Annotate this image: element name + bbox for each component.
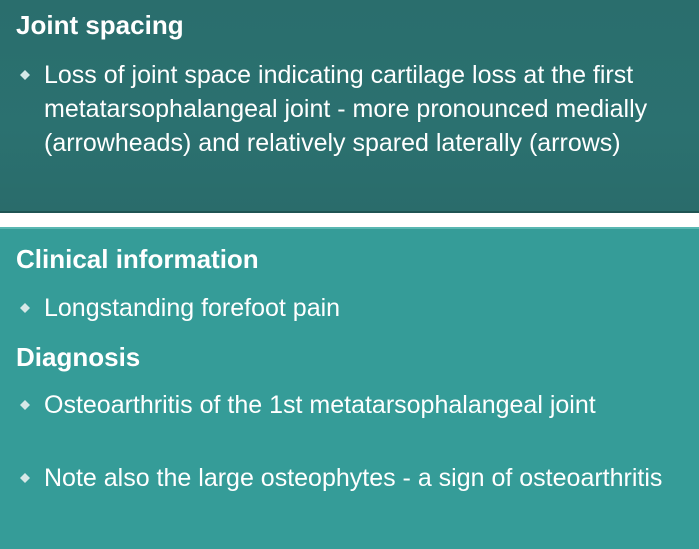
diamond-bullet-icon <box>20 400 30 410</box>
diagnosis-heading: Diagnosis <box>16 342 141 372</box>
clinical-bullet-text: Longstanding forefoot pain <box>44 294 341 322</box>
diagnosis-bullet-text: Note also the large osteophytes - a sign of osteoarthritis <box>44 464 663 492</box>
diamond-bullet-icon <box>20 70 30 80</box>
clinical-information-heading: Clinical information <box>16 244 259 274</box>
joint-spacing-text: Loss of joint space indicating cartilage loss at the first metatarsophalangeal joint - more pronounced medially (arrowheads) and relatively spared laterally (arrows) <box>44 61 648 157</box>
list-item <box>20 461 684 495</box>
diagnosis-bullet-text: Osteoarthritis of the 1st metatarsophalangeal joint <box>44 391 596 419</box>
list-item <box>20 58 684 160</box>
list-item <box>20 388 684 422</box>
diamond-bullet-icon <box>20 473 30 483</box>
list-item <box>20 291 684 325</box>
clinical-panel <box>0 227 699 549</box>
joint-spacing-panel <box>0 0 699 213</box>
joint-spacing-heading: Joint spacing <box>16 10 184 40</box>
diamond-bullet-icon <box>20 303 30 313</box>
